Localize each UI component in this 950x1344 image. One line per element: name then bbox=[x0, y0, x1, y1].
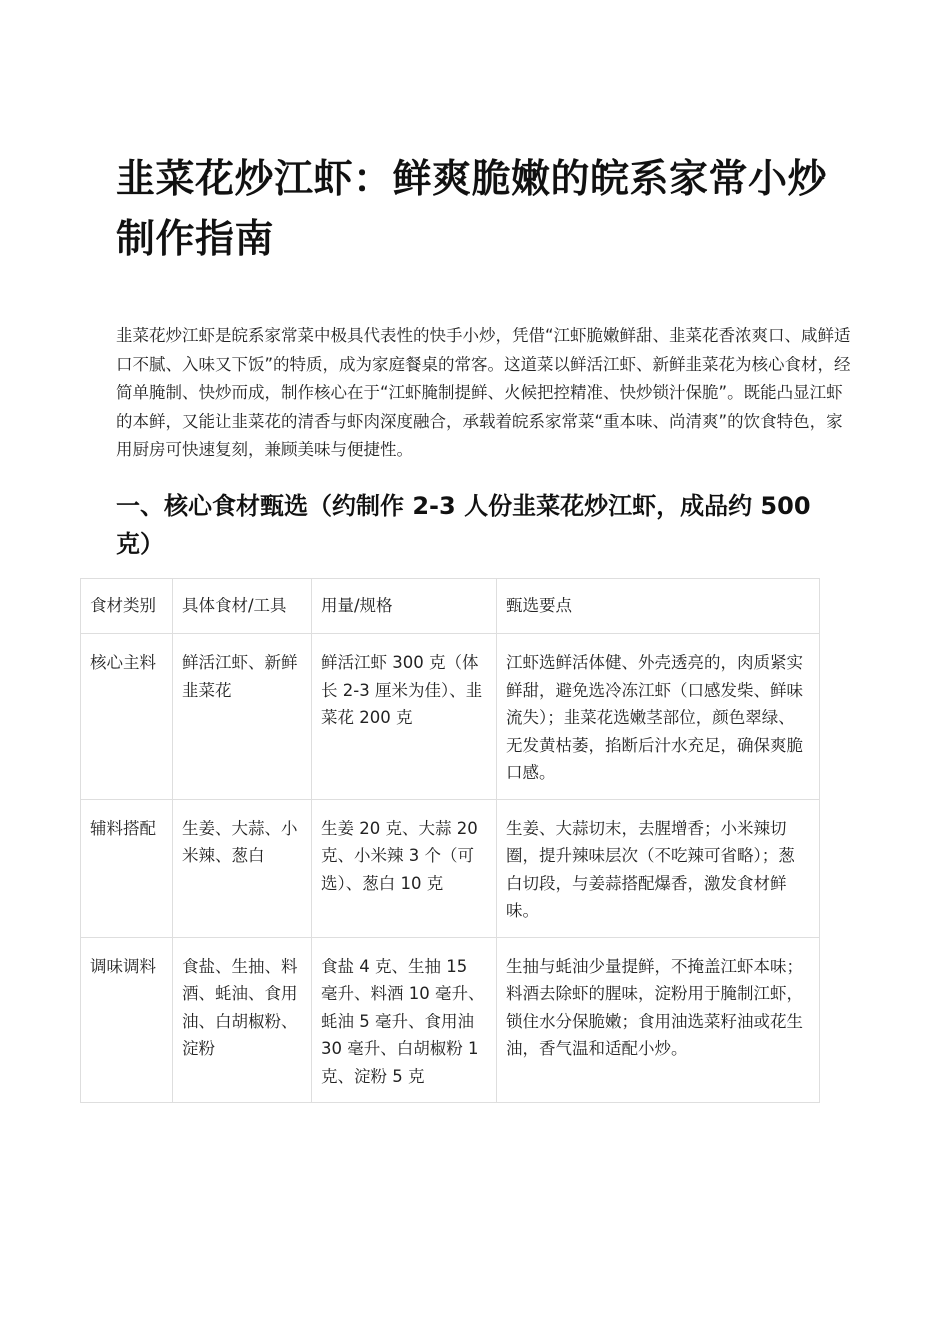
table-row bbox=[81, 634, 820, 800]
cell-amount: 食盐 4 克、生抽 15 毫升、料酒 10 毫升、蚝油 5 毫升、食用油 30 毫升、白胡椒粉 1 克、淀粉 5 克 bbox=[312, 937, 497, 1103]
cell-amount: 鲜活江虾 300 克（体长 2-3 厘米为佳）、韭菜花 200 克 bbox=[312, 634, 497, 800]
section-heading-ingredients: 一、核心食材甄选（约制作 2-3 人份韭菜花炒江虾，成品约 500 克） bbox=[116, 492, 811, 558]
cell-category: 调味调料 bbox=[81, 937, 173, 1103]
header-items: 具体食材/工具 bbox=[173, 579, 312, 634]
header-amount: 用量/规格 bbox=[312, 579, 497, 634]
table-row bbox=[81, 799, 820, 937]
table-header-row bbox=[81, 579, 820, 634]
header-category: 食材类别 bbox=[81, 579, 173, 634]
header-tips: 甄选要点 bbox=[497, 579, 820, 634]
intro-paragraph: 韭菜花炒江虾是皖系家常菜中极具代表性的快手小炒，凭借“江虾脆嫩鲜甜、韭菜花香浓爽口、咸鲜适口不腻、入味又下饭”的特质，成为家庭餐桌的常客。这道菜以鲜活江虾、新鲜韭菜花为核心食材，经简单腌制、快炒而成，制作核心在于“江虾腌制提鲜、火候把控精准、快炒锁汁保脆”。既能凸显江虾的本鲜，又能让韭菜花的清香与虾肉深度融合，承载着皖系家常菜“重本味、尚清爽”的饮食特色，家用厨房可快速复刻，兼顾美味与便捷性。 bbox=[116, 326, 851, 459]
cell-category: 辅料搭配 bbox=[81, 799, 173, 937]
cell-amount: 生姜 20 克、大蒜 20 克、小米辣 3 个（可选）、葱白 10 克 bbox=[312, 799, 497, 937]
page-title: 韭菜花炒江虾：鲜爽脆嫩的皖系家常小炒制作指南 bbox=[116, 157, 828, 262]
table-row bbox=[81, 937, 820, 1103]
cell-tips: 生抽与蚝油少量提鲜，不掩盖江虾本味；料酒去除虾的腥味，淀粉用于腌制江虾，锁住水分保脆嫩；食用油选菜籽油或花生油，香气温和适配小炒。 bbox=[497, 937, 820, 1103]
ingredients-table bbox=[80, 578, 820, 1103]
cell-items: 鲜活江虾、新鲜韭菜花 bbox=[173, 634, 312, 800]
cell-items: 食盐、生抽、料酒、蚝油、食用油、白胡椒粉、淀粉 bbox=[173, 937, 312, 1103]
cell-tips: 生姜、大蒜切末，去腥增香；小米辣切圈，提升辣味层次（不吃辣可省略）；葱白切段，与姜蒜搭配爆香，激发食材鲜味。 bbox=[497, 799, 820, 937]
cell-category: 核心主料 bbox=[81, 634, 173, 800]
cell-tips: 江虾选鲜活体健、外壳透亮的，肉质紧实鲜甜，避免选冷冻江虾（口感发柴、鲜味流失）；韭菜花选嫩茎部位，颜色翠绿、无发黄枯萎，掐断后汁水充足，确保爽脆口感。 bbox=[497, 634, 820, 800]
cell-items: 生姜、大蒜、小米辣、葱白 bbox=[173, 799, 312, 937]
